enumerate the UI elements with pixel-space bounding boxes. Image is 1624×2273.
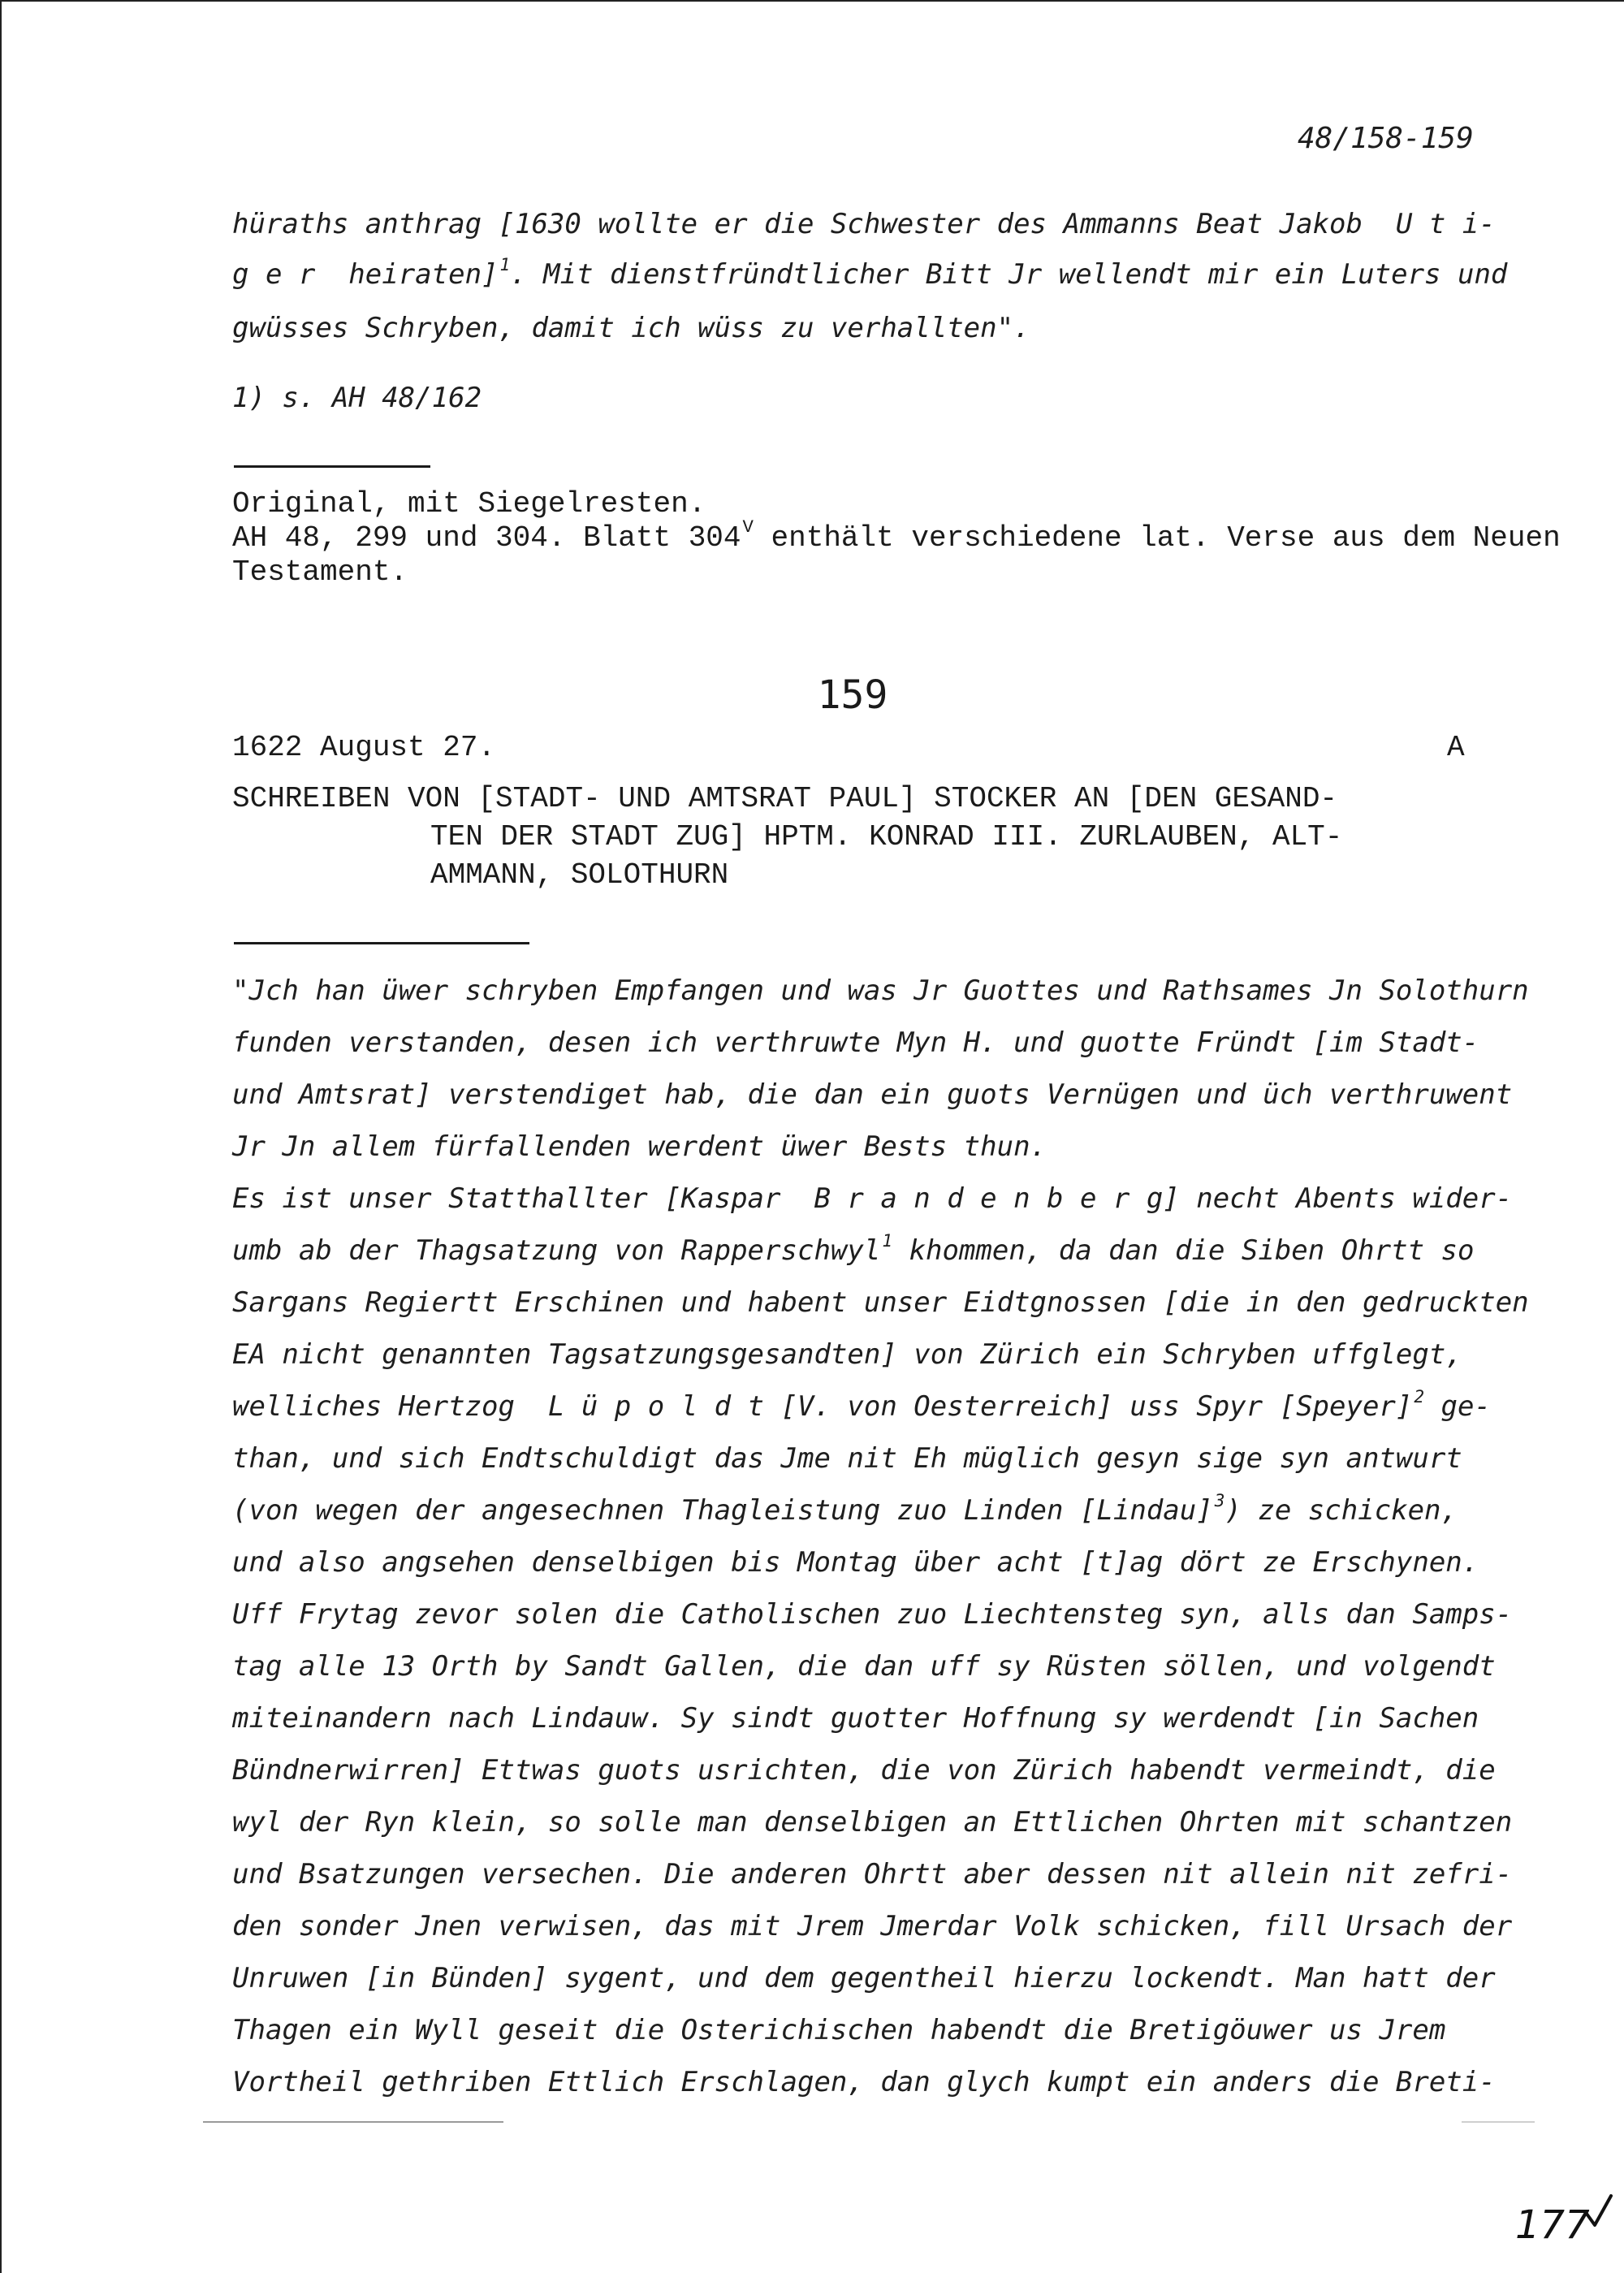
document-type-marker: A xyxy=(1447,731,1465,764)
source-note-line: Original, mit Siegelresten. xyxy=(232,487,706,521)
letter-line: Uff Frytag zevor solen die Catholischen zuo Liechtensteg syn, alls dan Samps- xyxy=(232,1598,1513,1631)
letter-line: und Amtsrat] verstendiget hab, die dan ein guots Vernügen und üch verthruwent xyxy=(232,1078,1513,1111)
bottom-guide-line xyxy=(203,2121,503,2123)
scan-border-left xyxy=(0,0,2,2273)
letter-line: den sonder Jnen verwisen, das mit Jrem Jmerdar Volk schicken, fill Ursach der xyxy=(232,1910,1513,1942)
letter-line: Sargans Regiertt Erschinen und habent unser Eidtgnossen [die in den gedruckten xyxy=(232,1286,1529,1319)
letter-line: Es ist unser Statthallter [Kaspar B r a n d e n b e r g] necht Abents wider- xyxy=(232,1182,1513,1215)
letter-fragment: khommen, da dan die Siben Ohrtt so xyxy=(892,1234,1475,1267)
page-reference: 48/158-159 xyxy=(1298,122,1474,155)
footnote-marker: 2 xyxy=(1414,1386,1425,1407)
scan-border-top xyxy=(0,0,1624,2)
letter-fragment: ) ze schicken, xyxy=(1224,1494,1458,1527)
document-date: 1622 August 27. xyxy=(232,731,496,764)
footnote-marker: 1 xyxy=(882,1230,893,1251)
letter-line: EA nicht genannten Tagsatzungsgesandten] von Zürich ein Schryben uffglegt, xyxy=(232,1338,1462,1371)
source-note-line xyxy=(232,516,1561,555)
verso-marker: V xyxy=(742,516,754,538)
letter-line: Vortheil gethriben Ettlich Erschlagen, dan glych kumpt ein anders die Breti- xyxy=(232,2066,1496,2098)
letter-line: miteinandern nach Lindauw. Sy sindt guotter Hoffnung sy werdendt [in Sachen xyxy=(232,1702,1479,1735)
letter-line: funden verstanden, desen ich verthruwte Myn H. und guotte Fründt [im Stadt- xyxy=(232,1026,1479,1059)
letter-line: und also angsehen denselbigen bis Montag über acht [t]ag dört ze Erschynen. xyxy=(232,1546,1479,1579)
footnote-marker: 1 xyxy=(499,254,511,275)
document-title-line: SCHREIBEN VON [STADT- UND AMTSRAT PAUL] STOCKER AN [DEN GESAND- xyxy=(232,782,1338,815)
source-note-fragment: enthält verschiedene lat. Verse aus dem Neuen xyxy=(753,521,1561,555)
handwritten-folio-number: 177 xyxy=(1515,2202,1590,2248)
letter-fragment: umb ab der Thagsatzung von Rapperschwyl xyxy=(232,1234,881,1267)
footnote: 1) s. AH 48/162 xyxy=(232,382,482,414)
document-title-line: TEN DER STADT ZUG] HPTM. KONRAD III. ZURLAUBEN, ALT- xyxy=(430,820,1343,853)
letter-line: than, und sich Endtschuldigt das Jme nit Eh müglich gesyn sige syn antwurt xyxy=(232,1442,1462,1475)
previous-text-line: hüraths anthrag [1630 wollte er die Schwester des Ammanns Beat Jakob U t i- xyxy=(232,208,1496,240)
document-title-line: AMMANN, SOLOTHURN xyxy=(430,858,729,892)
footnote-marker: 3 xyxy=(1214,1490,1225,1511)
document-number: 159 xyxy=(817,672,888,718)
source-note-line: Testament. xyxy=(232,555,408,589)
letter-fragment: ge- xyxy=(1424,1390,1491,1423)
title-rule xyxy=(234,942,529,944)
previous-text-fragment: . Mit dienstfründtlicher Bitt Jr wellendt mir ein Luters und xyxy=(510,258,1508,291)
letter-line: Unruwen [in Bünden] sygent, und dem gegentheil hierzu lockendt. Man hatt der xyxy=(232,1962,1496,1994)
checkmark-icon xyxy=(1583,2193,1616,2233)
letter-fragment: welliches Hertzog L ü p o l d t [V. von Oesterreich] uss Spyr [Speyer] xyxy=(232,1390,1413,1423)
letter-line xyxy=(232,1386,1491,1423)
letter-line: und Bsatzungen versechen. Die anderen Ohrtt aber dessen nit allein nit zefri- xyxy=(232,1858,1513,1891)
source-note-fragment: AH 48, 299 und 304. Blatt 304 xyxy=(232,521,741,555)
letter-line: Jr Jn allem fürfallenden werdent üwer Bests thun. xyxy=(232,1130,1047,1163)
letter-line: "Jch han üwer schryben Empfangen und was Jr Guottes und Rathsames Jn Solothurn xyxy=(232,974,1529,1007)
previous-text-fragment: g e r heiraten] xyxy=(232,258,499,291)
letter-line: Bündnerwirren] Ettwas guots usrichten, die von Zürich habendt vermeindt, die xyxy=(232,1754,1496,1787)
letter-line: wyl der Ryn klein, so solle man denselbigen an Ettlichen Ohrten mit schantzen xyxy=(232,1806,1513,1839)
previous-text-line xyxy=(232,254,1508,291)
previous-text-line: gwüsses Schryben, damit ich wüss zu verhallten". xyxy=(232,312,1030,344)
letter-line xyxy=(232,1230,1475,1267)
letter-line: tag alle 13 Orth by Sandt Gallen, die dan uff sy Rüsten söllen, und volgendt xyxy=(232,1650,1496,1683)
letter-line xyxy=(232,1490,1458,1527)
letter-line: Thagen ein Wyll geseit die Osterichischen habendt die Bretigöuwer us Jrem xyxy=(232,2014,1446,2046)
bottom-guide-mark xyxy=(1462,2121,1535,2123)
letter-fragment: (von wegen der angesechnen Thagleistung zuo Linden [Lindau] xyxy=(232,1494,1213,1527)
footnote-rule xyxy=(234,465,430,468)
